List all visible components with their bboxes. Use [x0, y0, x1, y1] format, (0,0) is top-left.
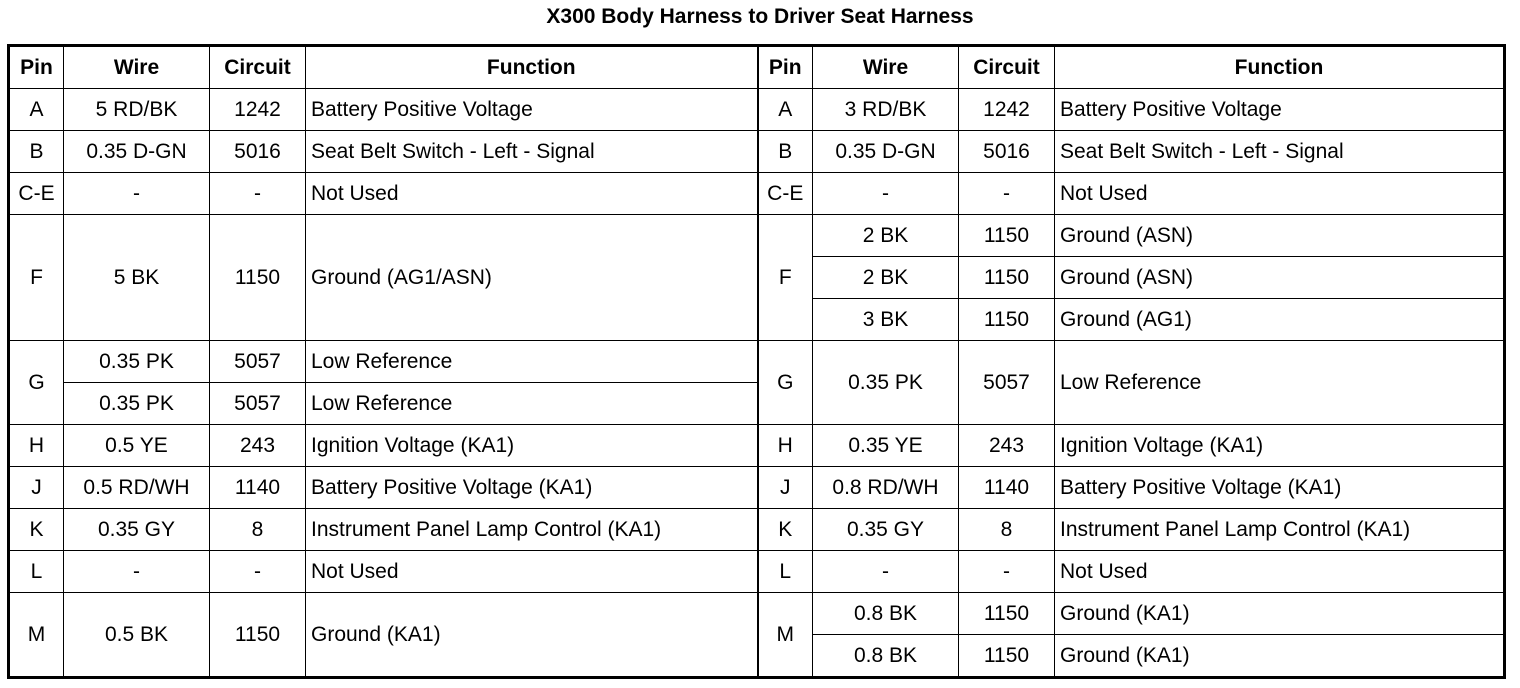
circuit-cell: 5057 [210, 341, 306, 383]
circuit-cell: 5057 [210, 383, 306, 425]
wire-cell: 0.35 YE [813, 425, 959, 467]
wire-cell: 5 RD/BK [64, 89, 210, 131]
circuit-cell: 1150 [959, 299, 1055, 341]
header-row [9, 46, 1505, 89]
table-row [9, 89, 1505, 131]
function-cell: Not Used [1055, 551, 1505, 593]
wire-cell: 0.5 BK [64, 593, 210, 678]
wire-cell: 0.35 PK [64, 341, 210, 383]
table-row [9, 131, 1505, 173]
wire-cell: 3 BK [813, 299, 959, 341]
pin-cell: B [9, 131, 64, 173]
wire-cell: - [813, 173, 959, 215]
pin-cell: C-E [758, 173, 813, 215]
circuit-cell: 1150 [959, 257, 1055, 299]
circuit-cell: - [959, 551, 1055, 593]
pin-cell: G [758, 341, 813, 425]
pin-cell: J [9, 467, 64, 509]
circuit-cell: - [210, 173, 306, 215]
circuit-cell: 1150 [959, 593, 1055, 635]
pin-cell: M [9, 593, 64, 678]
header-wire-right: Wire [813, 46, 959, 89]
table-row [9, 467, 1505, 509]
circuit-cell: 5057 [959, 341, 1055, 425]
pin-cell: M [758, 593, 813, 678]
table-row [9, 551, 1505, 593]
wire-cell: 0.5 YE [64, 425, 210, 467]
wire-cell: 0.5 RD/WH [64, 467, 210, 509]
function-cell: Ignition Voltage (KA1) [1055, 425, 1505, 467]
function-cell: Battery Positive Voltage [306, 89, 758, 131]
function-cell: Not Used [306, 173, 758, 215]
pin-cell: J [758, 467, 813, 509]
function-cell: Ground (ASN) [1055, 215, 1505, 257]
header-pin-left: Pin [9, 46, 64, 89]
header-wire-left: Wire [64, 46, 210, 89]
circuit-cell: 1242 [210, 89, 306, 131]
function-cell: Battery Positive Voltage (KA1) [1055, 467, 1505, 509]
wire-cell: 2 BK [813, 257, 959, 299]
wire-cell: 0.8 BK [813, 593, 959, 635]
circuit-cell: 1150 [210, 215, 306, 341]
circuit-cell: 1150 [959, 215, 1055, 257]
pin-cell: L [758, 551, 813, 593]
table-row [9, 173, 1505, 215]
wire-cell: - [64, 173, 210, 215]
function-cell: Ground (ASN) [1055, 257, 1505, 299]
wire-cell: 0.35 PK [64, 383, 210, 425]
pin-cell: L [9, 551, 64, 593]
pin-cell: F [9, 215, 64, 341]
function-cell: Not Used [1055, 173, 1505, 215]
table-row [9, 425, 1505, 467]
table-row [9, 215, 1505, 257]
wire-cell: - [64, 551, 210, 593]
pin-cell: F [758, 215, 813, 341]
function-cell: Ground (KA1) [1055, 593, 1505, 635]
header-pin-right: Pin [758, 46, 813, 89]
pin-cell: G [9, 341, 64, 425]
function-cell: Instrument Panel Lamp Control (KA1) [1055, 509, 1505, 551]
function-cell: Low Reference [1055, 341, 1505, 425]
circuit-cell: 1150 [210, 593, 306, 678]
header-function-left: Function [306, 46, 758, 89]
wire-cell: 0.35 PK [813, 341, 959, 425]
pin-cell: H [758, 425, 813, 467]
wire-cell: 0.35 D-GN [64, 131, 210, 173]
function-cell: Instrument Panel Lamp Control (KA1) [306, 509, 758, 551]
circuit-cell: 8 [959, 509, 1055, 551]
function-cell: Ground (AG1/ASN) [306, 215, 758, 341]
wire-cell: 3 RD/BK [813, 89, 959, 131]
circuit-cell: 243 [959, 425, 1055, 467]
connector-pinout-table [7, 44, 1506, 679]
wire-cell: 0.35 D-GN [813, 131, 959, 173]
circuit-cell: 8 [210, 509, 306, 551]
function-cell: Low Reference [306, 383, 758, 425]
circuit-cell: 1242 [959, 89, 1055, 131]
header-circuit-left: Circuit [210, 46, 306, 89]
wire-cell: 5 BK [64, 215, 210, 341]
function-cell: Seat Belt Switch - Left - Signal [1055, 131, 1505, 173]
pin-cell: K [758, 509, 813, 551]
pin-cell: H [9, 425, 64, 467]
header-function-right: Function [1055, 46, 1505, 89]
function-cell: Ground (KA1) [1055, 635, 1505, 678]
circuit-cell: 5016 [210, 131, 306, 173]
pin-cell: C-E [9, 173, 64, 215]
pin-cell: K [9, 509, 64, 551]
pin-cell: A [9, 89, 64, 131]
function-cell: Ignition Voltage (KA1) [306, 425, 758, 467]
function-cell: Battery Positive Voltage [1055, 89, 1505, 131]
wire-cell: - [813, 551, 959, 593]
circuit-cell: - [959, 173, 1055, 215]
pin-cell: A [758, 89, 813, 131]
circuit-cell: 1150 [959, 635, 1055, 678]
function-cell: Battery Positive Voltage (KA1) [306, 467, 758, 509]
wire-cell: 2 BK [813, 215, 959, 257]
wire-cell: 0.8 BK [813, 635, 959, 678]
table-row [9, 509, 1505, 551]
circuit-cell: 1140 [210, 467, 306, 509]
wire-cell: 0.35 GY [813, 509, 959, 551]
table-title: X300 Body Harness to Driver Seat Harness [546, 5, 974, 28]
pin-cell: B [758, 131, 813, 173]
header-circuit-right: Circuit [959, 46, 1055, 89]
table-row [9, 341, 1505, 383]
table-row [9, 593, 1505, 635]
function-cell: Ground (KA1) [306, 593, 758, 678]
function-cell: Seat Belt Switch - Left - Signal [306, 131, 758, 173]
function-cell: Ground (AG1) [1055, 299, 1505, 341]
circuit-cell: 243 [210, 425, 306, 467]
function-cell: Not Used [306, 551, 758, 593]
wire-cell: 0.35 GY [64, 509, 210, 551]
circuit-cell: - [210, 551, 306, 593]
function-cell: Low Reference [306, 341, 758, 383]
circuit-cell: 5016 [959, 131, 1055, 173]
circuit-cell: 1140 [959, 467, 1055, 509]
wire-cell: 0.8 RD/WH [813, 467, 959, 509]
